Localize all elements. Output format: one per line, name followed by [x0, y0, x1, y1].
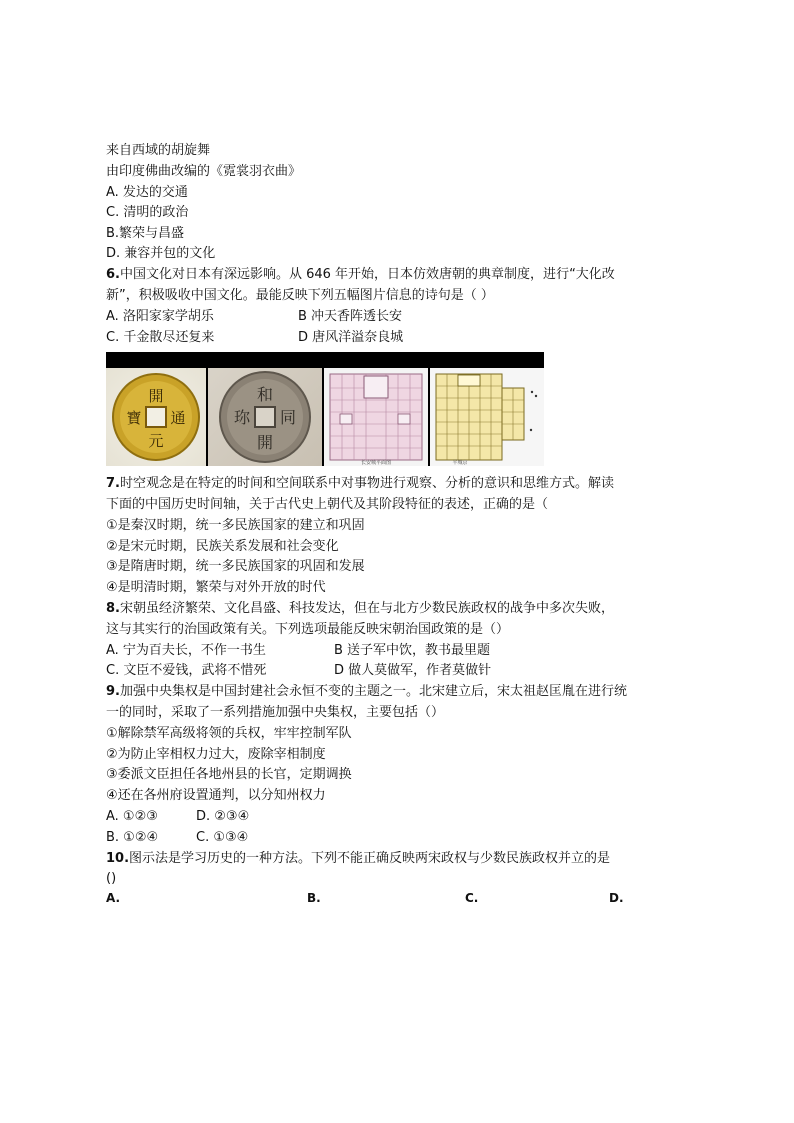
question-8-stem: [106, 599, 614, 619]
question-number: 9.: [106, 684, 120, 699]
coin-char: 寶: [126, 409, 142, 427]
coin-char: 開: [148, 387, 164, 405]
question-text: 加强中央集权是中国封建社会永恒不变的主题之一。北宋建立后，宋太祖赵匡胤在进行统: [119, 684, 627, 699]
map-label: 长安城平面图: [360, 460, 392, 466]
q6-option-a: A. 洛阳家家学胡乐: [106, 309, 214, 324]
question-6-stem-cont: 新”，积极吸收中国文化。最能反映下列五幅图片信息的诗句是（ ）: [106, 288, 494, 303]
q10-option-d: D.: [609, 891, 624, 905]
coin-char: 元: [148, 432, 164, 450]
question-7-stem-cont: 下面的中国历史时间轴，关于古代史上朝代及其阶段特征的表述，正确的是（: [106, 497, 549, 512]
q9-option-c: C. ①③④: [196, 830, 249, 845]
q6-option-d: D 唐风洋溢奈良城: [298, 330, 404, 345]
q7-item: ③是隋唐时期，统一多民族国家的巩固和发展: [106, 559, 365, 574]
question-number: 10.: [106, 851, 130, 866]
q6-image-strip: [106, 352, 544, 466]
q10-option-c: C.: [465, 891, 479, 905]
question-6-stem: [106, 265, 615, 285]
q7-item: ④是明清时期，繁荣与对外开放的时代: [106, 580, 326, 595]
option-a: A. 发达的交通: [106, 185, 188, 200]
q8-option-a: A. 宁为百夫长，不作一书生: [106, 643, 266, 658]
q7-item: ①是秦汉时期，统一多民族国家的建立和巩固: [106, 518, 365, 533]
question-9-stem-cont: 一的同时，采取了一系列措施加强中央集权，主要包括（）: [106, 705, 445, 720]
question-8-stem-cont: 这与其实行的治国政策有关。下列选项最能反映宋朝治国政策的是（）: [106, 622, 510, 637]
q6-option-c: C. 千金散尽还复来: [106, 330, 215, 345]
q10-option-a: A.: [106, 891, 121, 905]
text-line: 来自西域的胡旋舞: [106, 143, 211, 158]
q9-item: ①解除禁军高级将领的兵权，牢牢控制军队: [106, 726, 352, 741]
q10-option-b: B.: [307, 891, 321, 905]
question-9-stem: [106, 682, 627, 702]
question-number: 7.: [106, 476, 120, 491]
question-text: 图示法是学习历史的一种方法。下列不能正确反映两宋政权与少数民族政权并立的是: [129, 851, 611, 866]
q9-option-a: A. ①②③: [106, 809, 158, 824]
text-line: 由印度佛曲改编的《霓裳羽衣曲》: [106, 164, 302, 179]
question-text: 时空观念是在特定的时间和空间联系中对事物进行观察、分析的意识和思维方式。解读: [119, 476, 614, 491]
question-text: 中国文化对日本有深远影响。从 646 年开始，日本仿效唐朝的典章制度，进行“大化改: [119, 267, 615, 282]
question-number: 6.: [106, 267, 120, 282]
q6-option-b: B 冲天香阵透长安: [298, 309, 403, 324]
changan-map-image: [324, 368, 428, 466]
coin-char: 同: [279, 408, 297, 427]
coin-char: 和: [256, 385, 274, 404]
q9-item: ④还在各州府设置通判，以分知州权力: [106, 788, 326, 803]
option-b: B.繁荣与昌盛: [106, 226, 185, 241]
question-10-stem-cont: (): [106, 871, 117, 886]
q9-option-d: D. ②③④: [196, 809, 250, 824]
q9-item: ②为防止宰相权力过大，废除宰相制度: [106, 747, 326, 762]
question-7-stem: [106, 474, 614, 494]
q9-item: ③委派文臣担任各地州县的长官，定期调换: [106, 767, 352, 782]
q9-option-b: B. ①②④: [106, 830, 159, 845]
heijokyo-map-image: [430, 368, 544, 466]
option-c: C. 清明的政治: [106, 205, 189, 220]
coin-char: 開: [256, 433, 274, 452]
question-text: 宋朝虽经济繁荣、文化昌盛、科技发达，但在与北方少数民族政权的战争中多次失败，: [119, 601, 614, 616]
q8-option-b: B 送子军中饮，教书最里题: [334, 643, 491, 658]
q8-option-d: D 做人莫做军，作者莫做针: [334, 663, 492, 678]
wadokaichin-coin-image: [208, 368, 322, 466]
map-label: 平城京: [452, 460, 468, 466]
question-number: 8.: [106, 601, 120, 616]
option-d: D. 兼容并包的文化: [106, 246, 216, 261]
q8-option-c: C. 文臣不爱钱，武将不惜死: [106, 663, 267, 678]
kaiyuan-coin-image: [106, 368, 206, 466]
question-10-stem: [106, 849, 610, 869]
coin-char: 通: [170, 409, 186, 427]
q7-item: ②是宋元时期，民族关系发展和社会变化: [106, 539, 339, 554]
coin-char: 珎: [233, 408, 251, 427]
